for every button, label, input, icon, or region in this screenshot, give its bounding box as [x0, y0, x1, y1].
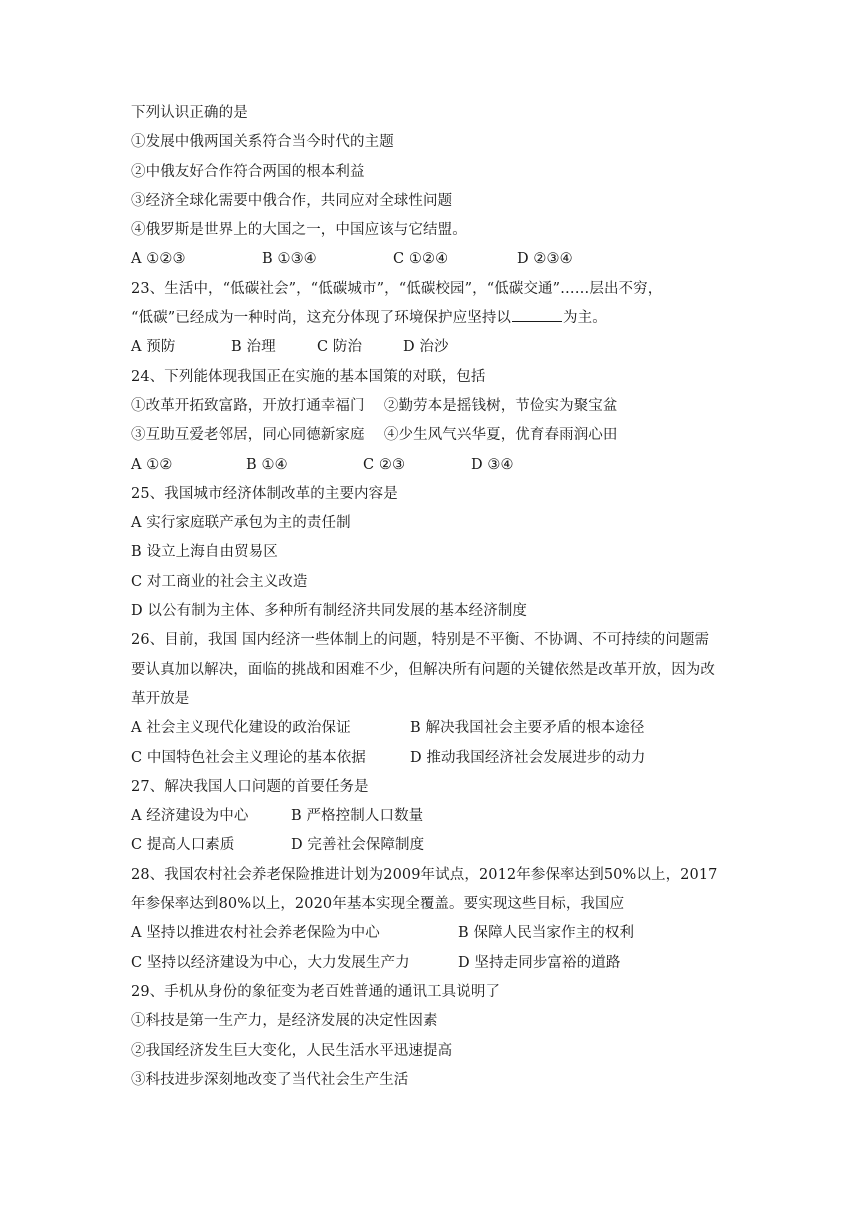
question-23-line2	[131, 304, 731, 333]
option-a: A 坚持以推进农村社会养老保险为中心	[131, 925, 380, 942]
option-a: A 实行家庭联产承包为主的责任制	[131, 515, 351, 532]
option-b: B 治理	[231, 339, 276, 356]
question-27: 27、解决我国人口问题的首要任务是	[131, 778, 369, 795]
options-row-q27-2	[131, 831, 731, 860]
option-d: D ②③④	[517, 251, 573, 268]
question-26-line2: 要认真加以解决，面临的挑战和困难不少，但解决所有问题的关键依然是改革开放，因为改	[131, 661, 715, 678]
question-23-tail: 为主。	[563, 310, 607, 327]
options-row-q26-1	[131, 714, 731, 743]
option-c: C 对工商业的社会主义改造	[131, 573, 308, 590]
statement-4: ④俄罗斯是世界上的大国之一，中国应该与它结盟。	[131, 222, 467, 239]
option-c: C ①②④	[393, 251, 449, 268]
question-stem: 下列认识正确的是	[131, 105, 248, 121]
option-a: A 社会主义现代化建设的政治保证	[131, 720, 351, 737]
statement-1: ①科技是第一生产力，是经济发展的决定性因素	[131, 1013, 438, 1030]
options-row-q28-1	[131, 919, 731, 948]
statement-2: ②我国经济发生巨大变化，人民生活水平迅速提高	[131, 1042, 453, 1059]
options-row-q22	[131, 245, 731, 274]
option-b: B 解决我国社会主要矛盾的根本途径	[410, 720, 645, 737]
statement-3: ③经济全球化需要中俄合作，共同应对全球性问题	[131, 192, 453, 209]
question-25: 25、我国城市经济体制改革的主要内容是	[131, 485, 398, 502]
answer-blank	[512, 307, 562, 322]
question-23-line1: 23、生活中，“低碳社会”，“低碳城市”，“低碳校园”，“低碳交通”……层出不穷，	[131, 280, 663, 297]
question-29: 29、手机从身份的象征变为老百姓普通的通讯工具说明了	[131, 983, 501, 1000]
option-a: A 预防	[131, 339, 176, 356]
option-d: D ③④	[471, 456, 514, 473]
option-c: C 防治	[317, 339, 363, 356]
options-row-q26-2	[131, 744, 731, 773]
option-d: D 坚持走同步富裕的道路	[458, 954, 621, 971]
option-a: A ①②	[131, 456, 173, 473]
option-b: B ①③④	[262, 251, 317, 268]
question-26-line1: 26、目前，我国 国内经济一些体制上的问题，特别是不平衡、不协调、不可持续的问题需	[131, 632, 710, 649]
option-d: D 以公有制为主体、多种所有制经济共同发展的基本经济制度	[131, 603, 528, 620]
options-row-q28-2	[131, 949, 731, 978]
statement-3: ③科技进步深刻地改变了当代社会生产生活	[131, 1071, 409, 1088]
option-b: B 设立上海自由贸易区	[131, 544, 278, 561]
statement-row-2: ③互助互爱老邻居，同心同德新家庭 ④少生风气兴华夏，优育春雨润心田	[131, 427, 618, 444]
option-c: C 坚持以经济建设为中心，大力发展生产力	[131, 954, 410, 971]
option-d: D 治沙	[403, 339, 449, 356]
option-d: D 推动我国经济社会发展进步的动力	[410, 749, 646, 766]
option-a: A ①②③	[131, 251, 186, 268]
statement-1: ①发展中俄两国关系符合当今时代的主题	[131, 134, 394, 151]
statement-2: ②中俄友好合作符合两国的根本利益	[131, 163, 365, 180]
option-c: C 提高人口素质	[131, 837, 235, 854]
option-b: B 保障人民当家作主的权利	[458, 925, 635, 942]
statement-row-1: ①改革开拓致富路，开放打通幸福门 ②勤劳本是摇钱树，节俭实为聚宝盆	[131, 397, 618, 414]
option-b: B 严格控制人口数量	[291, 808, 424, 825]
option-c: C ②③	[363, 456, 406, 473]
option-b: B ①④	[246, 456, 288, 473]
options-row-q24	[131, 451, 731, 480]
question-28-line1: 28、我国农村社会养老保险推进计划为2009年试点，2012年参保率达到50%以上，2017	[131, 866, 718, 883]
question-24: 24、下列能体现我国正在实施的基本国策的对联，包括	[131, 368, 486, 385]
option-a: A 经济建设为中心	[131, 808, 249, 825]
options-row-q23	[131, 333, 731, 362]
question-26-line3: 革开放是	[131, 690, 190, 707]
options-row-q27-1	[131, 802, 731, 831]
option-c: C 中国特色社会主义理论的基本依据	[131, 749, 366, 766]
question-23-text: “低碳”已经成为一种时尚，这充分体现了环境保护应坚持以	[131, 310, 512, 327]
exam-page	[131, 99, 731, 1095]
option-d: D 完善社会保障制度	[291, 837, 425, 854]
question-28-line2: 年参保率达到80%以上，2020年基本实现全覆盖。要实现这些目标，我国应	[131, 896, 625, 913]
